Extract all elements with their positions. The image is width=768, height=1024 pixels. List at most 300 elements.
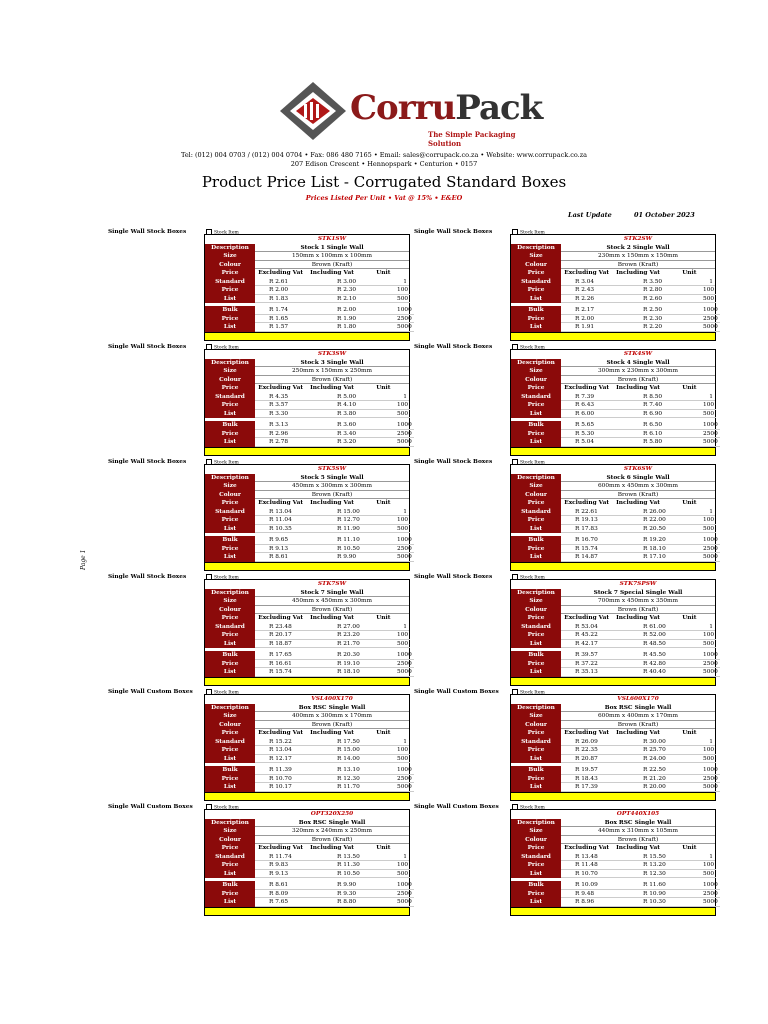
- price-excl: R 39.57: [575, 652, 598, 658]
- price-excl: R 10.70: [269, 775, 292, 782]
- product-code: VSL400X170: [311, 696, 353, 702]
- price-incl: R 12.30: [337, 775, 360, 782]
- price-block: [108, 574, 412, 679]
- block-group-label: Single Wall Stock Boxes: [108, 229, 187, 235]
- colour-value: Brown (Kraft): [561, 721, 715, 730]
- price-excl: R 8.96: [575, 899, 595, 905]
- price-unit: 1: [709, 853, 713, 860]
- price-excl: R 37.22: [575, 660, 598, 667]
- price-side-label: Price: [205, 286, 255, 295]
- price-excl: R 11.39: [269, 767, 292, 773]
- colour-row: [205, 721, 409, 730]
- colour-row: [511, 606, 715, 615]
- price-block: [414, 344, 718, 449]
- price-row: [205, 738, 409, 747]
- price-side-label: Price: [205, 660, 255, 669]
- colour-label: Colour: [511, 836, 561, 845]
- price-side-label: Price: [205, 516, 255, 525]
- price-header-row: [511, 384, 715, 393]
- price-incl: R 15.00: [337, 747, 360, 753]
- price-incl: R 3.60: [337, 422, 357, 428]
- price-excl: R 3.57: [269, 402, 289, 408]
- price-unit: 1: [403, 853, 407, 860]
- size-label: Size: [205, 252, 255, 261]
- price-excl: R 3.04: [575, 278, 595, 285]
- size-value: 600mm x 450mm x 300mm: [561, 482, 715, 491]
- price-excl: R 6.43: [575, 402, 595, 408]
- price-side-label: List: [511, 295, 561, 304]
- price-row: [511, 651, 718, 660]
- price-incl: R 6.90: [643, 410, 663, 417]
- logo-wordmark: CorruPack: [350, 88, 543, 128]
- description-label: Description: [511, 589, 561, 598]
- colour-label: Colour: [205, 836, 255, 845]
- price-row: [205, 746, 409, 755]
- price-excl: R 2.43: [575, 287, 595, 293]
- price-row: [511, 536, 718, 545]
- price-excl: R 10.17: [269, 784, 292, 790]
- price-incl: R 20.00: [643, 784, 666, 790]
- price-incl: R 10.50: [337, 870, 360, 877]
- price-unit: 1: [709, 738, 713, 745]
- price-excl: R 16.70: [575, 537, 598, 543]
- block-group-label: Single Wall Stock Boxes: [108, 574, 187, 580]
- description-value: Box RSC Single Wall: [255, 819, 409, 828]
- size-row: [205, 827, 409, 836]
- price-header-row: [511, 269, 715, 278]
- price-incl: R 1.80: [337, 324, 357, 330]
- price-incl: R 10.90: [643, 890, 666, 897]
- stock-item-label: Stock Item: [214, 805, 239, 811]
- colour-label: Colour: [511, 606, 561, 615]
- unit-header: Unit: [376, 730, 391, 736]
- price-unit: 500: [703, 755, 715, 762]
- price-incl: R 2.20: [643, 324, 663, 330]
- price-excl: R 5.65: [575, 422, 595, 428]
- price-table: [204, 349, 410, 456]
- price-unit: 500: [397, 295, 409, 302]
- price-excl: R 20.17: [269, 632, 292, 638]
- price-row: [511, 323, 718, 332]
- price-unit: 5000: [397, 899, 412, 905]
- size-label: Size: [511, 367, 561, 376]
- price-row: [511, 393, 715, 402]
- price-unit: 1: [403, 738, 407, 745]
- size-label: Size: [511, 597, 561, 606]
- price-row: [205, 516, 409, 525]
- price-excl: R 1.74: [269, 307, 289, 313]
- size-value: 450mm x 300mm x 300mm: [255, 482, 409, 491]
- price-label: Price: [205, 384, 255, 393]
- incl-header: Including Vat: [310, 270, 354, 276]
- price-table: [510, 579, 716, 686]
- price-side-label: List: [511, 898, 561, 907]
- price-incl: R 45.50: [643, 652, 666, 658]
- price-unit: 100: [703, 862, 715, 868]
- price-incl: R 3.20: [337, 439, 357, 445]
- price-side-label: Price: [511, 861, 561, 870]
- price-incl: R 30.00: [643, 738, 666, 745]
- colour-row: [511, 376, 715, 385]
- price-unit: 500: [703, 525, 715, 532]
- code-row: [205, 465, 409, 474]
- product-code: STK6SW: [623, 466, 653, 472]
- yellow-footer-bar: [511, 562, 715, 570]
- price-table: [204, 234, 410, 341]
- colour-value: Brown (Kraft): [255, 491, 409, 500]
- price-unit: 5000: [703, 324, 718, 330]
- unit-header: Unit: [376, 845, 391, 851]
- price-block: [108, 804, 412, 909]
- price-side-label: Price: [205, 430, 255, 439]
- price-incl: R 8.50: [643, 393, 663, 400]
- price-unit: 100: [397, 632, 409, 638]
- excl-header: Excluding Vat: [564, 845, 610, 851]
- price-incl: R 2.30: [337, 287, 357, 293]
- price-block: [414, 804, 718, 909]
- block-group-label: Single Wall Stock Boxes: [414, 229, 493, 235]
- price-side-label: List: [205, 323, 255, 332]
- price-header-row: [511, 499, 715, 508]
- colour-value: Brown (Kraft): [255, 836, 409, 845]
- price-row: [511, 738, 715, 747]
- price-side-label: Bulk: [511, 536, 561, 545]
- price-unit: 500: [397, 755, 409, 762]
- description-value: Stock 6 Single Wall: [561, 474, 715, 483]
- page-subtitle: Prices Listed Per Unit • Vat @ 15% • E&EO: [305, 194, 463, 202]
- price-table: [204, 579, 410, 686]
- size-value: 400mm x 300mm x 170mm: [255, 712, 409, 721]
- colour-row: [511, 491, 715, 500]
- price-table: [510, 464, 716, 571]
- price-unit: 1: [403, 623, 407, 630]
- price-unit: 1000: [397, 537, 412, 543]
- block-group-label: Single Wall Stock Boxes: [414, 344, 493, 350]
- size-label: Size: [205, 597, 255, 606]
- price-row: [511, 640, 715, 649]
- price-incl: R 14.00: [337, 755, 360, 762]
- price-row: [205, 553, 412, 562]
- code-row: [205, 235, 409, 244]
- product-code: STK7SW: [317, 581, 347, 587]
- price-row: [511, 890, 718, 899]
- description-row: [205, 704, 409, 713]
- price-incl: R 17.10: [643, 554, 666, 560]
- price-label: Price: [205, 499, 255, 508]
- price-unit: 100: [397, 402, 409, 408]
- description-value: Box RSC Single Wall: [561, 819, 715, 828]
- description-row: [511, 819, 715, 828]
- price-side-label: Bulk: [205, 766, 255, 775]
- price-block: [414, 459, 718, 564]
- price-excl: R 5.30: [575, 430, 595, 437]
- price-excl: R 5.04: [575, 439, 595, 445]
- excl-header: Excluding Vat: [564, 500, 610, 506]
- size-row: [511, 252, 715, 261]
- excl-header: Excluding Vat: [564, 730, 610, 736]
- excl-header: Excluding Vat: [258, 385, 304, 391]
- unit-header: Unit: [682, 615, 697, 621]
- price-row: [511, 410, 715, 419]
- price-excl: R 2.00: [575, 315, 595, 322]
- size-row: [511, 827, 715, 836]
- price-block: [414, 689, 718, 794]
- price-header-row: [205, 844, 409, 853]
- price-excl: R 19.13: [575, 517, 598, 523]
- price-side-label: List: [205, 295, 255, 304]
- price-unit: 1: [709, 278, 713, 285]
- price-unit: 500: [397, 410, 409, 417]
- page-title: Product Price List - Corrugated Standard Boxes: [201, 173, 567, 191]
- price-incl: R 26.00: [643, 508, 666, 515]
- price-unit: 2500: [397, 890, 412, 897]
- price-excl: R 9.48: [575, 890, 595, 897]
- description-value: Box RSC Single Wall: [255, 704, 409, 713]
- colour-label: Colour: [205, 721, 255, 730]
- colour-value: Brown (Kraft): [561, 606, 715, 615]
- price-side-label: Bulk: [205, 421, 255, 430]
- price-incl: R 3.40: [337, 430, 357, 437]
- code-row: [205, 810, 409, 819]
- price-row: [511, 401, 715, 410]
- price-side-label: Price: [511, 660, 561, 669]
- price-label: Price: [205, 844, 255, 853]
- price-row: [511, 861, 715, 870]
- size-row: [511, 712, 715, 721]
- code-row: [205, 580, 409, 589]
- price-excl: R 10.70: [575, 870, 598, 877]
- price-table: [204, 694, 410, 801]
- price-side-label: Price: [511, 631, 561, 640]
- price-side-label: Price: [205, 545, 255, 554]
- price-row: [511, 508, 715, 517]
- price-unit: 500: [703, 295, 715, 302]
- price-label: Price: [511, 844, 561, 853]
- price-side-label: List: [511, 668, 561, 677]
- price-excl: R 8.61: [269, 882, 289, 888]
- price-label: Price: [511, 384, 561, 393]
- price-incl: R 3.00: [337, 278, 357, 285]
- incl-header: Including Vat: [310, 385, 354, 391]
- price-unit: 1000: [703, 307, 718, 313]
- price-incl: R 15.00: [337, 508, 360, 515]
- code-row: [205, 695, 409, 704]
- price-incl: R 21.70: [337, 640, 360, 647]
- description-label: Description: [511, 704, 561, 713]
- price-incl: R 11.10: [337, 537, 360, 543]
- price-incl: R 25.70: [643, 747, 666, 753]
- price-incl: R 2.80: [643, 287, 663, 293]
- product-code: VSL600X170: [617, 696, 659, 702]
- price-incl: R 10.50: [337, 545, 360, 552]
- logo-tagline: The Simple Packaging Solution: [428, 130, 516, 148]
- price-excl: R 2.17: [575, 307, 595, 313]
- code-row: [205, 350, 409, 359]
- price-row: [511, 870, 715, 879]
- code-row: [511, 810, 715, 819]
- price-unit: 1: [709, 623, 713, 630]
- colour-value: Brown (Kraft): [255, 721, 409, 730]
- price-unit: 5000: [397, 669, 412, 675]
- price-incl: R 2.60: [643, 295, 663, 302]
- price-incl: R 12.70: [337, 517, 360, 523]
- price-row: [205, 286, 409, 295]
- price-block: [414, 229, 718, 334]
- price-incl: R 18.10: [337, 669, 360, 675]
- unit-header: Unit: [682, 385, 697, 391]
- yellow-footer-bar: [511, 677, 715, 685]
- contact-line-1: Tel: (012) 004 0703 / (012) 004 0704 • Fax: 086 480 7165 • Email: sales@corrupack.co.za • Website: www.corrupack.co.za: [180, 151, 588, 159]
- price-unit: 1000: [397, 307, 412, 313]
- unit-header: Unit: [376, 270, 391, 276]
- incl-header: Including Vat: [310, 845, 354, 851]
- excl-header: Excluding Vat: [258, 270, 304, 276]
- yellow-footer-bar: [205, 562, 409, 570]
- description-label: Description: [511, 359, 561, 368]
- stock-item-label: Stock Item: [520, 230, 545, 236]
- price-row: [205, 410, 409, 419]
- price-unit: 5000: [703, 669, 718, 675]
- code-row: [511, 350, 715, 359]
- price-excl: R 9.83: [269, 862, 289, 868]
- incl-header: Including Vat: [616, 500, 660, 506]
- price-excl: R 15.22: [269, 738, 292, 745]
- price-row: [205, 668, 412, 677]
- product-code: STK7SPSW: [619, 581, 657, 587]
- price-incl: R 52.00: [643, 632, 666, 638]
- colour-row: [511, 836, 715, 845]
- price-row: [511, 286, 715, 295]
- price-incl: R 2.00: [337, 307, 357, 313]
- price-excl: R 22.35: [575, 747, 598, 753]
- price-row: [511, 438, 718, 447]
- description-label: Description: [511, 474, 561, 483]
- price-excl: R 23.48: [269, 623, 292, 630]
- price-excl: R 13.04: [269, 747, 292, 753]
- stock-item-label: Stock Item: [214, 345, 239, 351]
- yellow-footer-bar: [205, 677, 409, 685]
- price-header-row: [205, 614, 409, 623]
- description-row: [205, 589, 409, 598]
- description-value: Stock 1 Single Wall: [255, 244, 409, 253]
- colour-row: [205, 261, 409, 270]
- price-excl: R 1.91: [575, 324, 595, 330]
- price-side-label: Price: [205, 746, 255, 755]
- price-side-label: Bulk: [205, 881, 255, 890]
- stock-item-label: Stock Item: [214, 575, 239, 581]
- price-row: [205, 393, 409, 402]
- price-side-label: Standard: [511, 738, 561, 747]
- price-unit: 5000: [397, 324, 412, 330]
- price-incl: R 17.50: [337, 738, 360, 745]
- contact-info: [0, 151, 768, 169]
- price-row: [511, 315, 718, 324]
- price-row: [205, 755, 409, 764]
- price-row: [205, 545, 412, 554]
- block-group-label: Single Wall Custom Boxes: [414, 804, 499, 810]
- price-incl: R 61.00: [643, 623, 666, 630]
- block-group-label: Single Wall Custom Boxes: [414, 689, 499, 695]
- yellow-footer-bar: [511, 792, 715, 800]
- price-row: [205, 660, 412, 669]
- price-unit: 5000: [703, 784, 718, 790]
- colour-label: Colour: [511, 721, 561, 730]
- price-incl: R 42.80: [643, 660, 666, 667]
- price-incl: R 7.40: [643, 402, 663, 408]
- price-unit: 2500: [397, 315, 412, 322]
- price-unit: 2500: [397, 775, 412, 782]
- size-row: [205, 367, 409, 376]
- price-row: [511, 525, 715, 534]
- price-row: [205, 775, 412, 784]
- price-incl: R 11.30: [337, 862, 360, 868]
- price-row: [205, 881, 412, 890]
- excl-header: Excluding Vat: [564, 385, 610, 391]
- price-side-label: Standard: [511, 853, 561, 862]
- description-row: [205, 244, 409, 253]
- price-excl: R 11.48: [575, 862, 598, 868]
- price-incl: R 19.10: [337, 660, 360, 667]
- price-row: [205, 783, 412, 792]
- stock-item-label: Stock Item: [214, 460, 239, 466]
- price-incl: R 13.20: [643, 862, 666, 868]
- price-unit: 1: [403, 278, 407, 285]
- price-incl: R 23.20: [337, 632, 360, 638]
- price-excl: R 17.65: [269, 652, 292, 658]
- unit-header: Unit: [682, 270, 697, 276]
- price-row: [205, 890, 412, 899]
- price-unit: 2500: [703, 545, 718, 552]
- price-incl: R 11.60: [643, 882, 666, 888]
- colour-row: [205, 836, 409, 845]
- price-excl: R 6.00: [575, 410, 595, 417]
- price-unit: 5000: [397, 784, 412, 790]
- price-side-label: Standard: [205, 853, 255, 862]
- description-row: [511, 244, 715, 253]
- price-unit: 100: [397, 517, 409, 523]
- price-unit: 2500: [397, 660, 412, 667]
- price-row: [511, 775, 718, 784]
- price-row: [511, 278, 715, 287]
- price-excl: R 17.83: [575, 525, 598, 532]
- price-side-label: List: [205, 755, 255, 764]
- price-side-label: List: [205, 783, 255, 792]
- price-excl: R 2.00: [269, 287, 289, 293]
- price-row: [511, 668, 718, 677]
- price-block: [108, 229, 412, 334]
- price-unit: 1: [709, 508, 713, 515]
- price-header-row: [511, 614, 715, 623]
- price-excl: R 15.74: [575, 545, 598, 552]
- price-side-label: List: [511, 525, 561, 534]
- price-label: Price: [511, 499, 561, 508]
- page-number: Page 1: [80, 549, 87, 570]
- stock-item-label: Stock Item: [520, 805, 545, 811]
- price-unit: 1: [403, 393, 407, 400]
- price-row: [205, 536, 412, 545]
- size-row: [205, 252, 409, 261]
- size-row: [511, 597, 715, 606]
- price-unit: 1000: [703, 767, 718, 773]
- price-row: [205, 651, 412, 660]
- yellow-footer-bar: [205, 907, 409, 915]
- price-table: [204, 464, 410, 571]
- price-excl: R 2.78: [269, 439, 289, 445]
- price-unit: 5000: [703, 554, 718, 560]
- price-row: [511, 755, 715, 764]
- description-label: Description: [205, 359, 255, 368]
- price-side-label: List: [205, 668, 255, 677]
